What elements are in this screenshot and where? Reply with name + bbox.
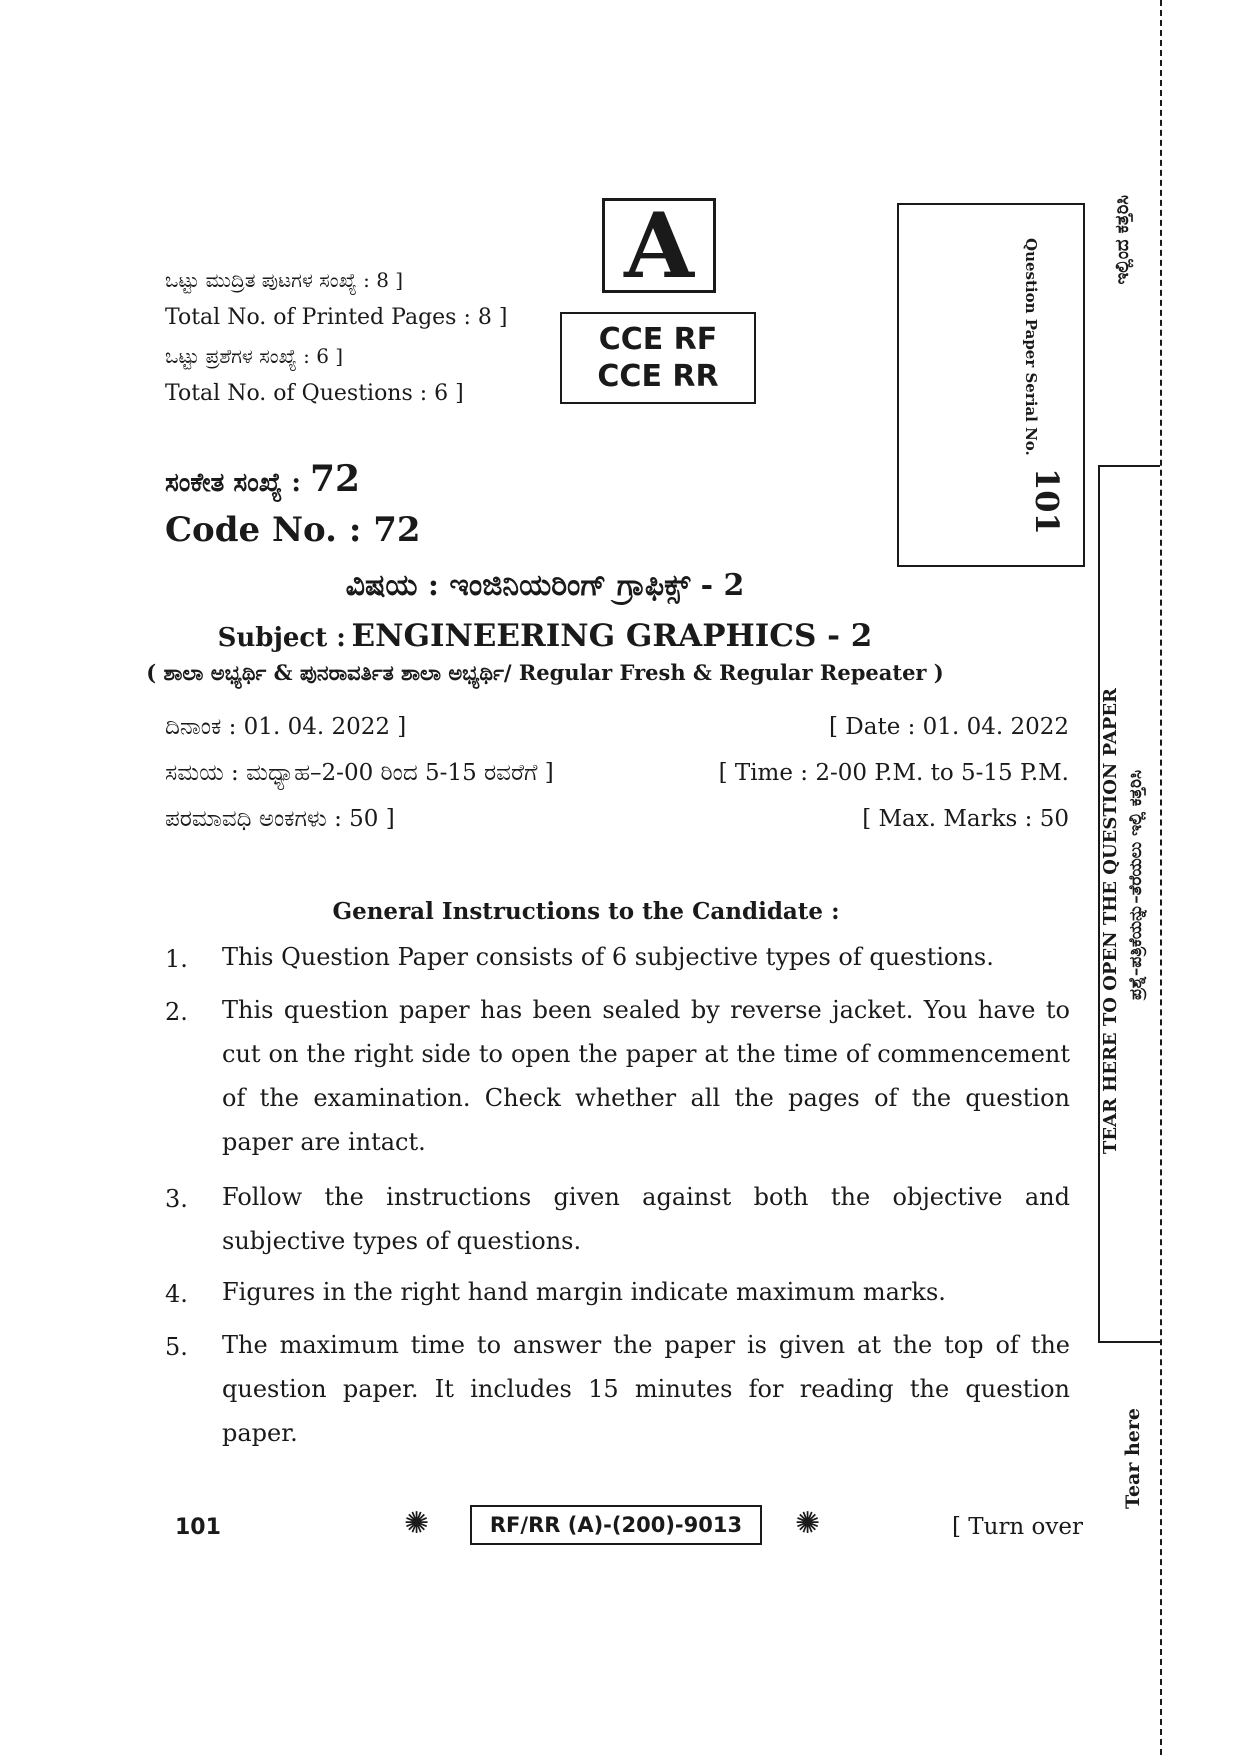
serial-value bbox=[1028, 468, 1066, 539]
instruction-text: Follow the instructions given against both the objective and subjective types of questions. bbox=[222, 1183, 1070, 1255]
subject-label: Subject : bbox=[217, 623, 346, 653]
instruction-text: This Question Paper consists of 6 subjective types of questions. bbox=[222, 943, 994, 971]
tear-here-text: Tear here bbox=[1122, 1408, 1144, 1509]
printed-pages-en: Total No. of Printed Pages : 8 ] bbox=[165, 305, 508, 330]
tear-here bbox=[1122, 1408, 1144, 1513]
instruction-text: This question paper has been sealed by reverse jacket. You have to cut on the right side to open the paper at the time of commencement of the examination. Check whether all the pages of the question paper are intact. bbox=[222, 996, 1070, 1156]
cce-line-2: CCE RR bbox=[597, 359, 719, 394]
candidate-type: ( ಶಾಲಾ ಅಭ್ಯರ್ಥಿ & ಪುನರಾವರ್ತಿತ ಶಾಲಾ ಅಭ್ಯರ್ಥಿ/ Regular Fresh & Regular Repeater ) bbox=[146, 660, 944, 685]
version-letter: A bbox=[624, 192, 694, 299]
star-icon: ✺ bbox=[404, 1506, 430, 1541]
footer-code: RF/RR (A)-(200)-9013 bbox=[489, 1513, 743, 1537]
marks-kn: ಪರಮಾವಧಿ ಅಂಕಗಳು : 50 ] bbox=[165, 806, 395, 832]
footer-serial: 101 bbox=[175, 1515, 221, 1540]
tear-kn-text: ಪ್ರಶ್ನೆ–ಪತ್ರಿಕೆಯನ್ನು–ತೆರೆಯಲು ಇಲ್ಲಿ ಕತ್ತರಿಸಿ bbox=[1126, 770, 1146, 1000]
subject-value: ENGINEERING GRAPHICS - 2 bbox=[351, 618, 873, 654]
date-en: [ Date : 01. 04. 2022 bbox=[829, 714, 1069, 740]
time-en: [ Time : 2-00 P.M. to 5-15 P.M. bbox=[718, 760, 1069, 786]
tear-kn bbox=[1126, 770, 1146, 1004]
cut-here-kn-text: ಇಲ್ಲಿಂದ ಕತ್ತರಿಸಿ bbox=[1112, 195, 1133, 285]
printed-pages-kn: ಒಟ್ಟು ಮುದ್ರಿತ ಪುಟಗಳ ಸಂಖ್ಯೆ : 8 ] bbox=[165, 268, 404, 292]
footer-code-box bbox=[470, 1505, 762, 1545]
instruction-number: 5. bbox=[165, 1333, 188, 1361]
instruction-text: Figures in the right hand margin indicate maximum marks. bbox=[222, 1278, 946, 1306]
instruction-number: 1. bbox=[165, 945, 188, 973]
tear-en-text: TEAR HERE TO OPEN THE QUESTION PAPER bbox=[1100, 688, 1121, 1155]
version-box bbox=[602, 192, 716, 299]
code-en: Code No. : 72 bbox=[165, 510, 421, 550]
serial-label-text: Question Paper Serial No. bbox=[1022, 238, 1040, 456]
cut-line bbox=[1160, 0, 1162, 1755]
instruction-number: 4. bbox=[165, 1280, 188, 1308]
questions-count-en: Total No. of Questions : 6 ] bbox=[165, 381, 464, 406]
star-icon: ✺ bbox=[795, 1506, 821, 1541]
marks-en: [ Max. Marks : 50 bbox=[862, 806, 1069, 832]
date-kn: ದಿನಾಂಕ : 01. 04. 2022 ] bbox=[165, 714, 407, 740]
cce-box bbox=[560, 312, 756, 404]
cce-line-1: CCE RF bbox=[598, 321, 718, 357]
turn-over: [ Turn over bbox=[952, 1514, 1084, 1540]
instruction-text: The maximum time to answer the paper is given at the top of the question paper. It includes 15 minutes for reading the question paper. bbox=[222, 1331, 1070, 1447]
subject-en bbox=[0, 618, 1090, 654]
tear-en bbox=[1100, 688, 1121, 1158]
subject-kn: ವಿಷಯ : ಇಂಜಿನಿಯರಿಂಗ್ ಗ್ರಾಫಿಕ್ಸ್ - 2 bbox=[345, 568, 745, 603]
cut-here-kn bbox=[1112, 195, 1133, 288]
instruction-number: 3. bbox=[165, 1185, 188, 1213]
code-kn-value: 72 bbox=[309, 458, 361, 500]
questions-count-kn: ಒಟ್ಟು ಪ್ರಶೆಗಳ ಸಂಖ್ಯೆ : 6 ] bbox=[165, 344, 344, 368]
code-kn-label: ಸಂಕೇತ ಸಂಖ್ಯೆ : bbox=[165, 468, 301, 498]
time-kn: ಸಮಯ : ಮಧ್ಯಾಹ–2-00 ರಿಂದ 5-15 ರವರೆಗೆ ] bbox=[165, 760, 554, 786]
code-kn bbox=[165, 458, 360, 500]
serial-value-text: 101 bbox=[1028, 468, 1066, 535]
instruction-number: 2. bbox=[165, 998, 188, 1026]
instructions-title: General Instructions to the Candidate : bbox=[332, 898, 840, 925]
